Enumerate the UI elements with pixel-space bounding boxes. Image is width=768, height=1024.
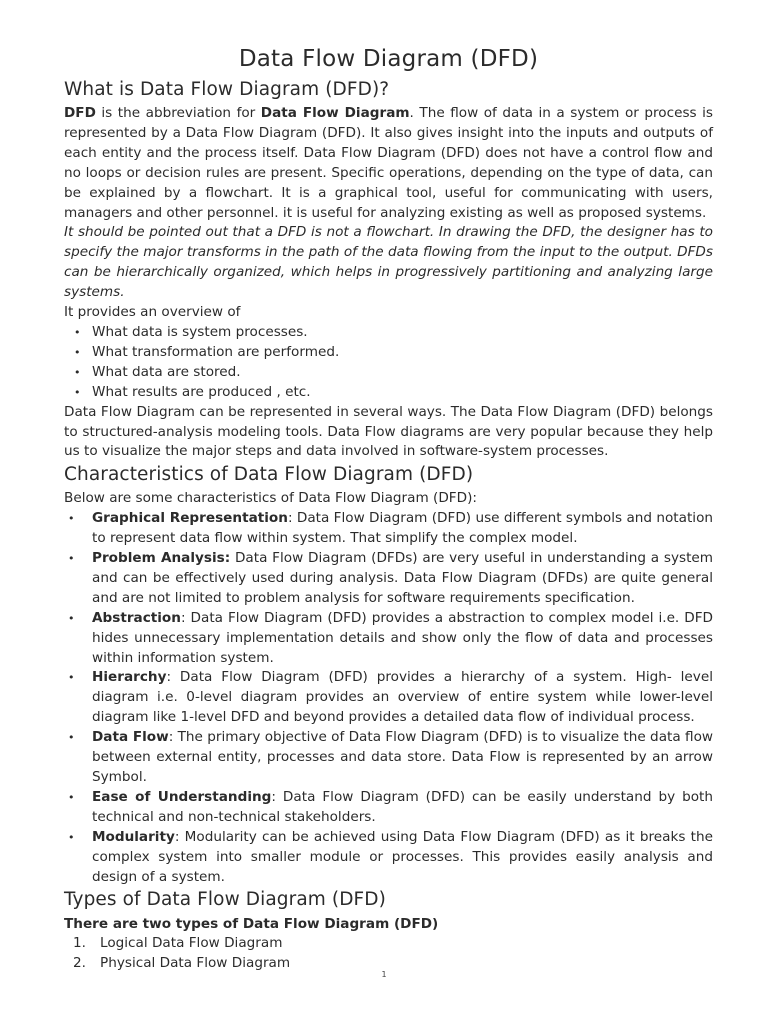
- list-item: • What data are stored.: [92, 363, 713, 383]
- overview-intro: It provides an overview of: [64, 304, 241, 321]
- list-item: • Problem Analysis: Data Flow Diagram (DFDs) are very useful in understanding a system and can be effectively used during analysis. Data Flow Diagram (DFDs) are quite general and are not limited to problem analysis for software requirements specification.: [92, 549, 713, 609]
- document-title: Data Flow Diagram (DFD): [238, 46, 539, 72]
- list-item: • Graphical Representation: Data Flow Diagram (DFD) use different symbols and notation to represent data flow within system. That simplify the complex model.: [92, 509, 713, 549]
- list-item: • Modularity: Modularity can be achieved using Data Flow Diagram (DFD) as it breaks the complex system into smaller module or processes. This provides easily analysis and design of a system.: [92, 828, 713, 888]
- list-item: • Ease of Understanding: Data Flow Diagram (DFD) can be easily understand by both technical and non-technical stakeholders.: [92, 788, 713, 828]
- list-item: • What transformation are performed.: [92, 343, 713, 363]
- types-subheading: There are two types of Data Flow Diagram (DFD): [64, 916, 439, 933]
- list-item: • Abstraction: Data Flow Diagram (DFD) provides a abstraction to complex model i.e. DFD hides unnecessary implementation details and show only the flow of data and processes within information system.: [92, 609, 713, 669]
- list-item: 2. Physical Data Flow Diagram: [73, 955, 291, 972]
- list-item: • Data Flow: The primary objective of Data Flow Diagram (DFD) is to visualize the data flow between external entity, processes and data store. Data Flow is represented by an arrow Symbol.: [92, 728, 713, 788]
- intro-paragraph: DFD is the abbreviation for Data Flow Diagram. The flow of data in a system or process is represented by a Data Flow Diagram (DFD). It also gives insight into the inputs and outputs of each entity and the process itself. Data Flow Diagram (DFD) does not have a control flow and no loops or decision rules are present. Specific operations, depending on the type of data, can be explained by a flowchart. It is a graphical tool, useful for communicating with users, managers and other personnel. it is useful for analyzing existing as well as proposed systems.: [64, 105, 714, 221]
- heading-types: Types of Data Flow Diagram (DFD): [64, 889, 386, 911]
- bold-data-flow-diagram: Data Flow Diagram: [260, 105, 410, 121]
- list-item: • What data is system processes.: [92, 323, 713, 343]
- characteristics-intro: Below are some characteristics of Data Flow Diagram (DFD):: [64, 490, 477, 507]
- types-list: [64, 934, 713, 974]
- overview-list: [64, 323, 713, 403]
- heading-characteristics: Characteristics of Data Flow Diagram (DFD): [64, 464, 474, 486]
- list-item: • Hierarchy: Data Flow Diagram (DFD) provides a hierarchy of a system. High- level diagram i.e. 0-level diagram provides an overview of entire system while lower-level diagram like 1-level DFD and beyond provides a detailed data flow of individual process.: [92, 668, 713, 728]
- representation-paragraph: Data Flow Diagram can be represented in several ways. The Data Flow Diagram (DFD) belongs to structured-analysis modeling tools. Data Flow diagrams are very popular because they help us to visualize the major steps and data involved in software-system processes.: [64, 403, 713, 460]
- page-number: 1: [381, 970, 387, 979]
- italic-note: It should be pointed out that a DFD is not a flowchart. In drawing the DFD, the designer has to specify the major transforms in the path of the data flowing from the input to the output. DFDs can be hierarchically organized, which helps in progressively partitioning and analyzing large systems.: [64, 224, 713, 301]
- heading-what-is-dfd: What is Data Flow Diagram (DFD)?: [64, 79, 390, 100]
- list-item: • What results are produced , etc.: [92, 383, 713, 403]
- characteristics-list: [64, 509, 713, 887]
- bold-dfd: DFD: [64, 105, 96, 121]
- list-item: 1. Logical Data Flow Diagram: [73, 935, 283, 952]
